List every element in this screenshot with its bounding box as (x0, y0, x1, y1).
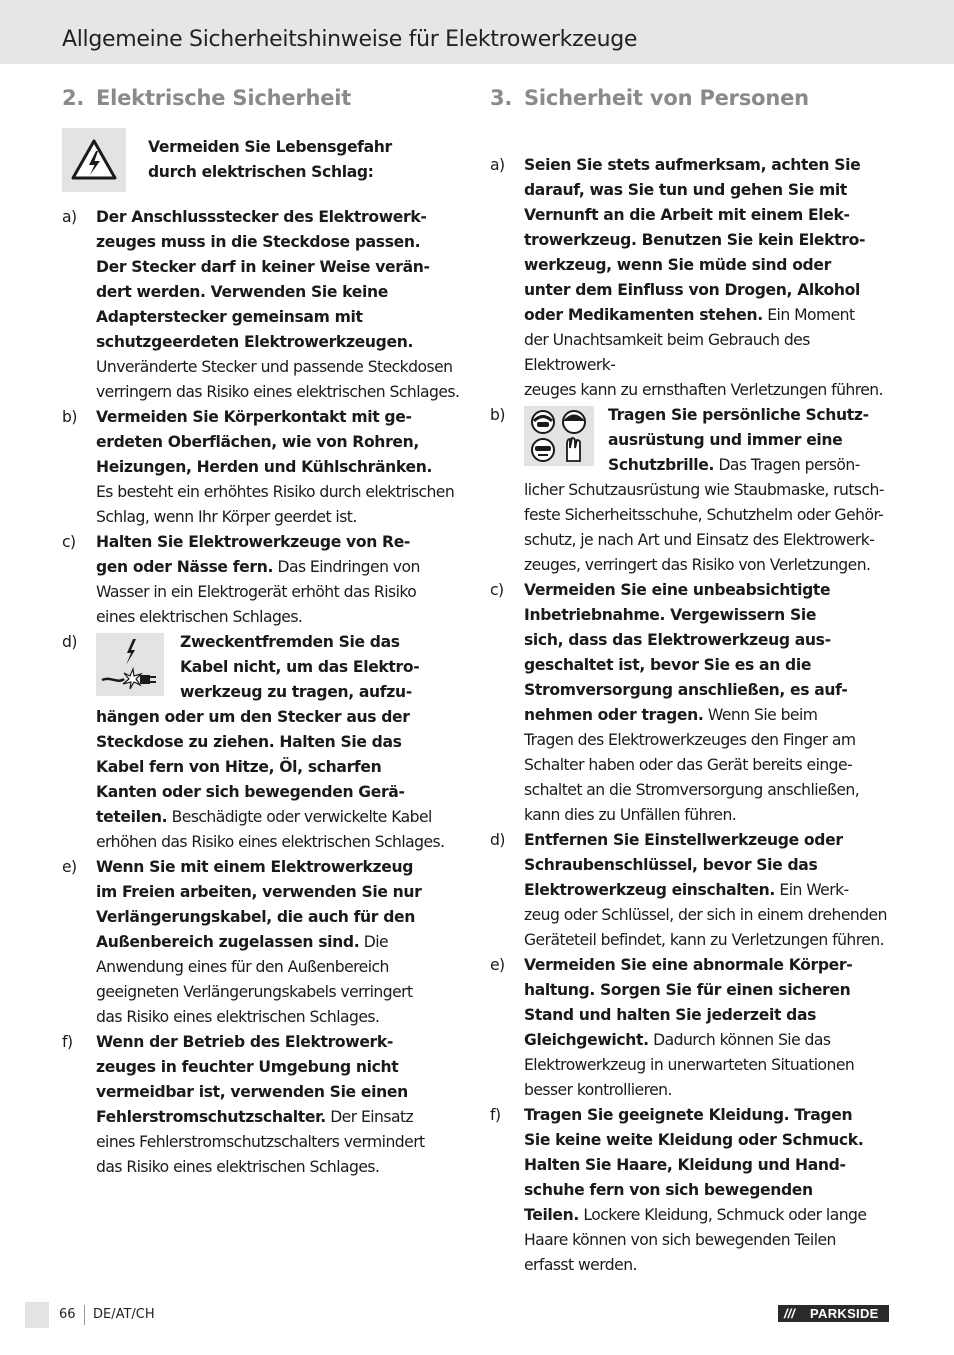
text-inline: Die (363, 933, 389, 951)
header-title: Allgemeine Sicherheitshinweise für Elektrowerkzeuge (62, 27, 638, 52)
bold-line: Vernunft an die Arbeit mit einem Elek- (524, 206, 850, 224)
text-inline: Ein Moment (767, 306, 855, 324)
text-line: eines Fehlerstromschutzschalters vermindert (96, 1133, 425, 1151)
section-electrical-safety (62, 84, 466, 1180)
bold-line: ausrüstung und immer eine (608, 431, 843, 449)
text-line: erhöhen das Risiko eines elektrischen Schlages. (96, 833, 445, 851)
list-item (490, 578, 894, 828)
text-line: licher Schutzausrüstung wie Staubmaske, rutsch- (524, 481, 884, 499)
bold-line: Fehlerstromschutzschalter. (96, 1108, 326, 1126)
warning-line: durch elektrischen Schlag: (148, 163, 374, 181)
bold-line: geschaltet ist, bevor Sie es an die (524, 656, 812, 674)
bold-line: Seien Sie stets aufmerksam, achten Sie (524, 156, 861, 174)
item-label: d) (62, 633, 77, 651)
text-line: erfasst werden. (524, 1256, 637, 1274)
bold-line: Inbetriebnahme. Vergewissern Sie (524, 606, 817, 624)
list-item (62, 530, 466, 630)
text-line: verringern das Risiko eines elektrischen Schlages. (96, 383, 460, 401)
item-label: b) (62, 408, 77, 426)
bold-line: hängen oder um den Stecker aus der (96, 708, 410, 726)
text-line: Haare können von sich bewegenden Teilen (524, 1231, 836, 1249)
text-inline: Der Einsatz (330, 1108, 414, 1126)
bold-line: oder Medikamenten stehen. (524, 306, 763, 324)
item-label: c) (62, 533, 76, 551)
bold-line: darauf, was Sie tun und gehen Sie mit (524, 181, 848, 199)
bold-line: Vermeiden Sie Körperkontakt mit ge- (96, 408, 412, 426)
bold-line: Sie keine weite Kleidung oder Schmuck. (524, 1131, 864, 1149)
text-line: Schlag, wenn Ihr Körper geerdet ist. (96, 508, 357, 526)
text-line: geeigneten Verlängerungskabels verringert (96, 983, 413, 1001)
bold-line: Kabel fern von Hitze, Öl, scharfen (96, 758, 382, 776)
bold-line: zeuges in feuchter Umgebung nicht (96, 1058, 399, 1076)
list-item (490, 953, 894, 1103)
bold-line: Der Anschlussstecker des Elektrowerk- (96, 208, 427, 226)
list-item (62, 630, 466, 855)
bold-line: vermeidbar ist, verwenden Sie einen (96, 1083, 408, 1101)
bold-line: teteilen. (96, 808, 168, 826)
page-number: 66 (59, 1307, 76, 1322)
warning-line: Vermeiden Sie Lebensgefahr (148, 138, 392, 156)
bold-line: Halten Sie Elektrowerkzeuge von Re- (96, 533, 411, 551)
bold-line: haltung. Sorgen Sie für einen sicheren (524, 981, 851, 999)
bold-line: werkzeug zu tragen, aufzu- (180, 683, 412, 701)
section-title (490, 84, 894, 112)
bold-line: im Freien arbeiten, verwenden Sie nur (96, 883, 422, 901)
list-item (62, 405, 466, 530)
list-item (62, 855, 466, 1030)
text-line: schaltet an die Stromversorgung anschließen, (524, 781, 860, 799)
text-inline: Das Tragen persön- (718, 456, 860, 474)
country-codes: DE/AT/CH (93, 1307, 155, 1322)
item-label: a) (490, 156, 505, 174)
bold-line: Adapterstecker gemeinsam mit (96, 308, 363, 326)
bold-line: nehmen oder tragen. (524, 706, 704, 724)
section-personal-safety (490, 84, 894, 1278)
text-line: Schalter haben oder das Gerät bereits einge- (524, 756, 853, 774)
text-line: feste Sicherheitsschuhe, Schutzhelm oder Gehör- (524, 506, 884, 524)
text-line: zeuges kann zu ernsthaften Verletzungen führen. (524, 381, 884, 399)
item-label: d) (490, 831, 505, 849)
text-line: zeug oder Schlüssel, der sich in einem drehenden (524, 906, 887, 924)
bold-line: Schutzbrille. (608, 456, 715, 474)
list-item (62, 205, 466, 405)
bold-line: Tragen Sie geeignete Kleidung. Tragen (524, 1106, 853, 1124)
bold-line: schutzgeerdeten Elektrowerkzeugen. (96, 333, 414, 351)
bold-line: Heizungen, Herden und Kühlschränken. (96, 458, 433, 476)
logo-slashes: /// (784, 1306, 795, 1321)
list-item (490, 828, 894, 953)
cable-danger-icon (96, 633, 164, 696)
bold-line: Schraubenschlüssel, bevor Sie das (524, 856, 818, 874)
bold-line: Teilen. (524, 1206, 579, 1224)
text-line: Anwendung eines für den Außenbereich (96, 958, 389, 976)
section-number: 2. (62, 86, 85, 110)
text-inline: Wenn Sie beim (707, 706, 818, 724)
text-line: das Risiko eines elektrischen Schlages. (96, 1008, 380, 1026)
bold-line: Elektrowerkzeug einschalten. (524, 881, 775, 899)
logo-brand: PARKSIDE (810, 1306, 879, 1321)
bold-line: Tragen Sie persönliche Schutz- (608, 406, 869, 424)
bold-line: dert werden. Verwenden Sie keine (96, 283, 388, 301)
text-line: Wasser in ein Elektrogerät erhöht das Risiko (96, 583, 417, 601)
item-label: e) (62, 858, 77, 876)
list-item (490, 1103, 894, 1278)
section-title-text: Elektrische Sicherheit (96, 86, 352, 110)
text-line: schutz, je nach Art und Einsatz des Elektrowerk- (524, 531, 875, 549)
text-line: Geräteteil befindet, kann zu Verletzungen führen. (524, 931, 885, 949)
text-line: Elektrowerkzeug in unerwarteten Situationen (524, 1056, 855, 1074)
item-label: f) (490, 1106, 501, 1124)
text-line: Unveränderte Stecker und passende Steckdosen (96, 358, 453, 376)
bold-line: Wenn Sie mit einem Elektrowerkzeug (96, 858, 414, 876)
bold-line: Vermeiden Sie eine unbeabsichtigte (524, 581, 831, 599)
section-title-text: Sicherheit von Personen (524, 86, 809, 110)
text-line: eines elektrischen Schlages. (96, 608, 303, 626)
list-item (490, 403, 894, 578)
item-label: e) (490, 956, 505, 974)
section-title (62, 84, 466, 112)
text-inline: Das Eindringen von (277, 558, 420, 576)
text-inline: Lockere Kleidung, Schmuck oder lange (583, 1206, 867, 1224)
bold-line: Kanten oder sich bewegenden Gerä- (96, 783, 405, 801)
bold-line: Zweckentfremden Sie das (180, 633, 400, 651)
footer-marker (25, 1302, 49, 1328)
bold-line: schuhe fern von sich bewegenden (524, 1181, 813, 1199)
section-number: 3. (490, 86, 513, 110)
electric-shock-warning-icon (62, 128, 126, 192)
bold-line: gen oder Nässe fern. (96, 558, 274, 576)
bold-line: werkzeug, wenn Sie müde sind oder (524, 256, 831, 274)
bold-line: Steckdose zu ziehen. Halten Sie das (96, 733, 402, 751)
text-line: kann dies zu Unfällen führen. (524, 806, 737, 824)
text-inline: Dadurch können Sie das (653, 1031, 831, 1049)
page-header (0, 0, 954, 64)
bold-line: Gleichgewicht. (524, 1031, 649, 1049)
bold-line: Vermeiden Sie eine abnormale Körper- (524, 956, 853, 974)
item-label: b) (490, 406, 505, 424)
item-label: c) (490, 581, 504, 599)
warning-block (62, 128, 466, 192)
bold-line: Wenn der Betrieb des Elektrowerk- (96, 1033, 394, 1051)
bold-line: erdeten Oberflächen, wie von Rohren, (96, 433, 419, 451)
bold-line: Entfernen Sie Einstellwerkzeuge oder (524, 831, 843, 849)
bold-line: sich, dass das Elektrowerkzeug aus- (524, 631, 831, 649)
bold-line: zeuges muss in die Steckdose passen. (96, 233, 421, 251)
bold-line: Kabel nicht, um das Elektro- (180, 658, 420, 676)
text-line: Tragen des Elektrowerkzeuges den Finger am (524, 731, 856, 749)
bold-line: Verlängerungskabel, die auch für den (96, 908, 416, 926)
bold-line: Der Stecker darf in keiner Weise verän- (96, 258, 430, 276)
protective-equipment-icon (524, 406, 594, 466)
bold-line: Stand und halten Sie jederzeit das (524, 1006, 817, 1024)
text-line: das Risiko eines elektrischen Schlages. (96, 1158, 380, 1176)
bold-line: Halten Sie Haare, Kleidung und Hand- (524, 1156, 846, 1174)
bold-line: Außenbereich zugelassen sind. (96, 933, 360, 951)
text-line: zeuges, verringert das Risiko von Verletzungen. (524, 556, 871, 574)
parkside-logo (778, 1305, 889, 1322)
item-label: a) (62, 208, 77, 226)
bold-line: trowerkzeug. Benutzen Sie kein Elektro- (524, 231, 866, 249)
text-inline: Ein Werk- (779, 881, 849, 899)
item-label: f) (62, 1033, 73, 1051)
text-line: der Unachtsamkeit beim Gebrauch des Elektrowerk- (524, 331, 810, 374)
text-inline: Beschädigte oder verwickelte Kabel (171, 808, 432, 826)
list-item (62, 1030, 466, 1180)
bold-line: unter dem Einfluss von Drogen, Alkohol (524, 281, 860, 299)
list-item (490, 153, 894, 403)
text-line: Es besteht ein erhöhtes Risiko durch elektrischen (96, 483, 455, 501)
bold-line: Stromversorgung anschließen, es auf- (524, 681, 848, 699)
text-line: besser kontrollieren. (524, 1081, 672, 1099)
footer-divider (84, 1305, 85, 1325)
